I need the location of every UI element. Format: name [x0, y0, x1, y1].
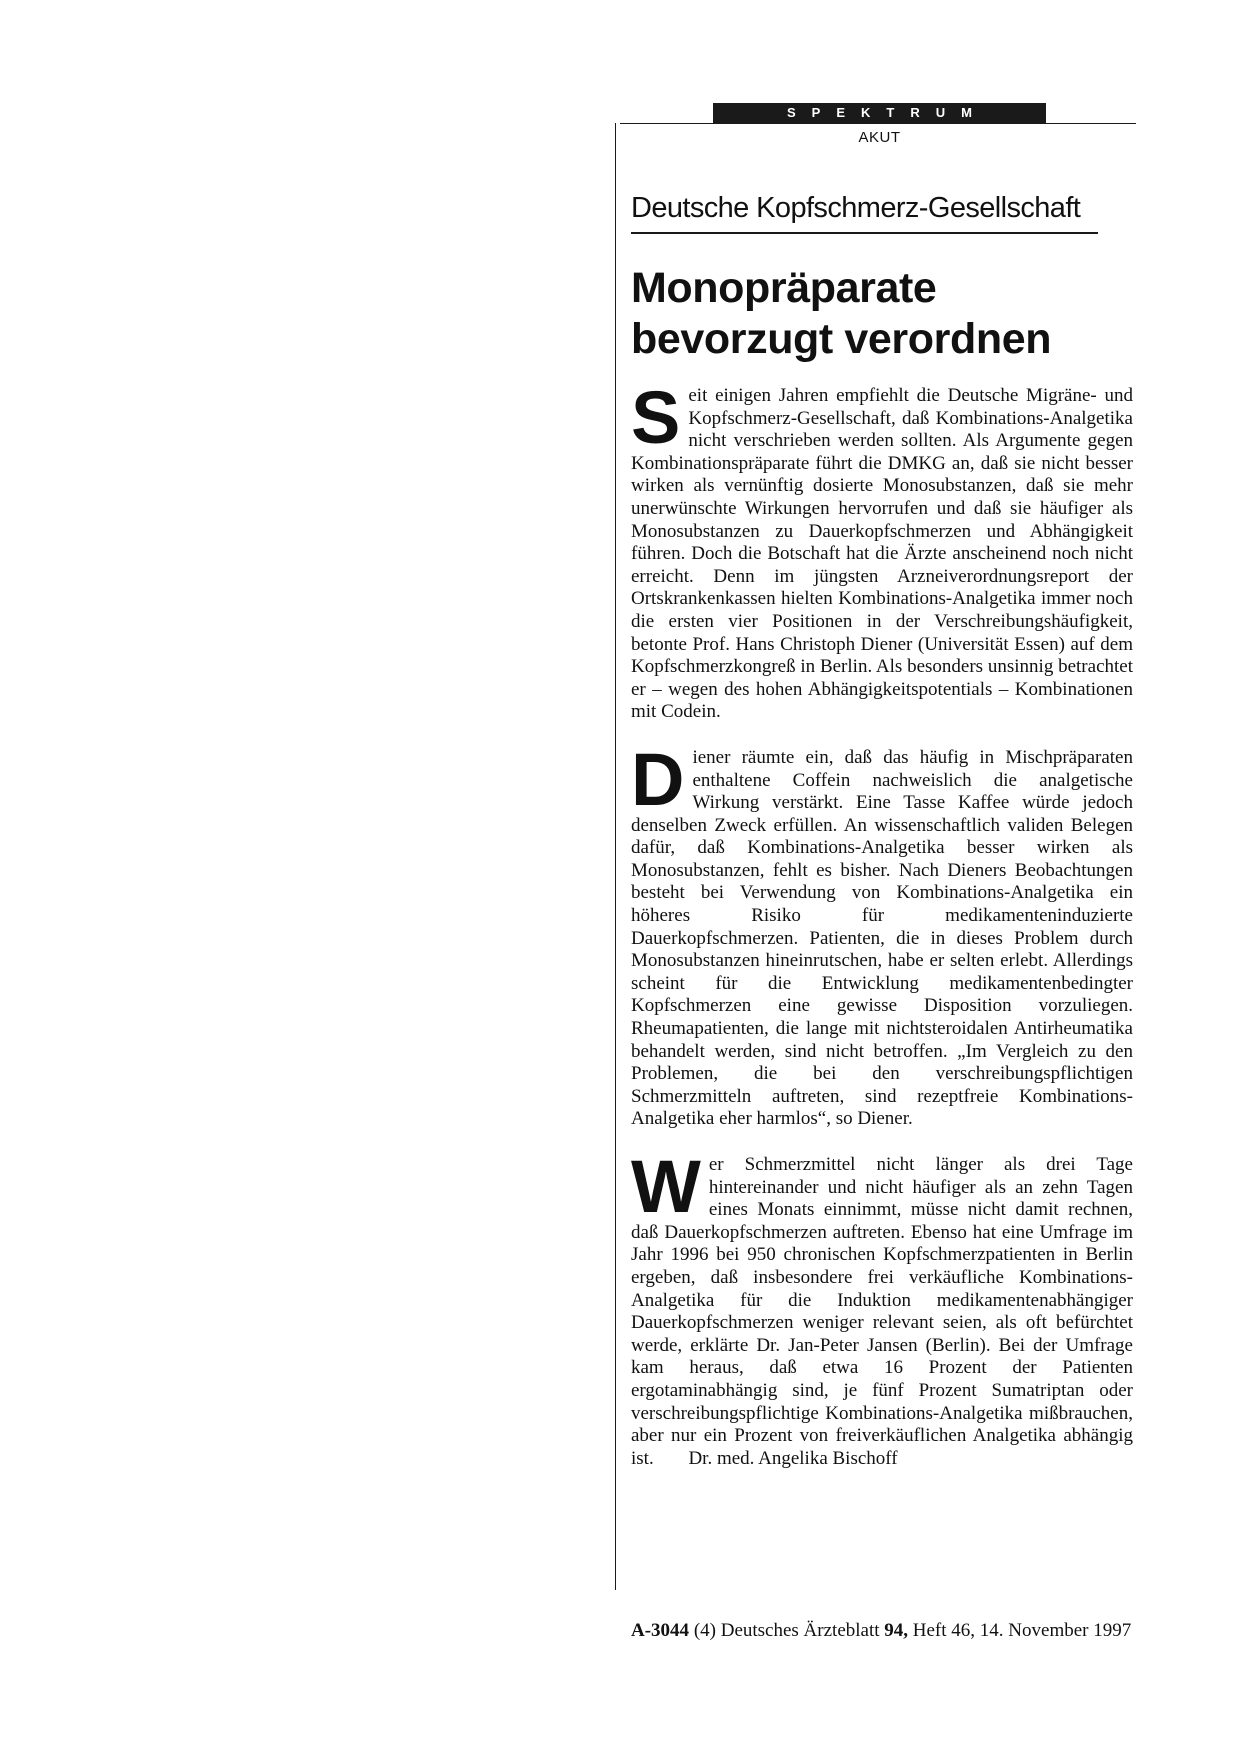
- rubric-label: SPEKTRUM: [787, 105, 988, 120]
- header-rule: [620, 123, 1136, 124]
- paragraph-3-text: er Schmerzmittel nicht länger als drei Tage hintereinander und nicht häufiger als an zehn Tagen eines Monats einnimmt, müsse nicht damit rechnen, daß Dauerkopfschmerzen auftreten. Ebenso hat eine Umfrage im Jahr 1996 bei 950 chronischen Kopfschmerzpatienten in Berlin ergeben, daß insbesondere frei verkäufliche Kombinations-Analgetika für die Induktion medikamentenabhängiger Dauerkopfschmerzen weniger relevant seien, als oft befürchtet werde, erklärte Dr. Jan-Peter Jansen (Berlin). Bei der Umfrage kam heraus, daß etwa 16 Prozent der Patienten ergotaminabhängig sind, je fünf Prozent Sumatriptan oder verschreibungspflichtige Kombinations-Analgetika mißbrauchen, aber nur ein Prozent von freiverkäuflichen Analgetika abhängig ist.: [631, 1154, 1133, 1469]
- paragraph-1: [631, 376, 1133, 724]
- article-headline: Monopräparate bevorzugt verordnen: [631, 264, 1052, 363]
- page-footer: [631, 1620, 1171, 1642]
- author-byline: Dr. med. Angelika Bischoff: [688, 1447, 898, 1469]
- page-number: A-3044: [631, 1620, 690, 1641]
- page-number-local: (4): [693, 1620, 716, 1641]
- drop-cap-s: S: [631, 376, 681, 459]
- column-rule: [615, 123, 616, 1590]
- article-kicker: Deutsche Kopfschmerz-Gesellschaft: [631, 190, 1098, 234]
- paragraph-2: [631, 737, 1133, 1131]
- drop-cap-d: D: [631, 737, 685, 821]
- paragraph-2-text: iener räumte ein, daß das häufig in Mischpräparaten enthaltene Coffein nachweislich die analgetische Wirkung verstärkt. Eine Tasse Kaffee würde jedoch denselben Zweck erfüllen. An wissenschaftlich validen Belegen dafür, daß Kombinations-Analgetika besser wirken als Monosubstanzen, fehlt es bisher. Nach Dieners Beobachtungen besteht bei Verwendung von Kombinations-Analgetika ein höheres Risiko für medikamenteninduzierte Dauerkopfschmerzen. Patienten, die in dieses Problem durch Monosubstanzen hineinrutschen, habe er selten erlebt. Allerdings scheint für die Entwicklung medikamentenbedingter Kopfschmerzen eine gewisse Disposition vorzuliegen. Rheumapatienten, die lange mit nichtsteroidalen Antirheumatika behandelt werden, sind nicht betroffen. „Im Vergleich zu den Problemen, die bei den verschreibungspflichtigen Schmerzmitteln auftreten, sind rezeptfreie Kombinations-Analgetika eher harmlos“, so Diener.: [631, 746, 1133, 1130]
- drop-cap-w: W: [631, 1145, 701, 1228]
- journal-volume: 94,: [884, 1620, 909, 1641]
- paragraph-1-text: eit einigen Jahren empfiehlt die Deutsche Migräne- und Kopfschmerz-Gesellschaft, daß Kombinations-Analgetika nicht verschrieben werden sollten. Als Argumente gegen Kombinationspräparate führt die DMKG an, daß sie nicht besser wirken als vernünftig dosierte Monosubstanzen, daß sie mehr unerwünschte Wirkungen hervorrufen und daß sie häufiger als Monosubstanzen zu Dauerkopfschmerzen und Abhängigkeit führen. Doch die Botschaft hat die Ärzte anscheinend noch nicht erreicht. Denn im jüngsten Arzneiverordnungsreport der Ortskrankenkassen hielten Kombinations-Analgetika immer noch die ersten vier Positionen in der Verschreibungshäufigkeit, betonte Prof. Hans Christoph Diener (Universität Essen) auf dem Kopfschmerzkongreß in Berlin. Als besonders unsinnig betrachtet er – wegen des hohen Abhängigkeitspotentials – Kombinationen mit Codein.: [631, 385, 1133, 723]
- rubric-bar: [713, 103, 1046, 123]
- journal-issue: Heft 46, 14. November 1997: [912, 1620, 1132, 1641]
- journal-name: Deutsches Ärzteblatt: [720, 1620, 880, 1641]
- section-label: AKUT: [858, 129, 901, 146]
- article-body: [631, 376, 1133, 1493]
- paragraph-3: [631, 1145, 1133, 1470]
